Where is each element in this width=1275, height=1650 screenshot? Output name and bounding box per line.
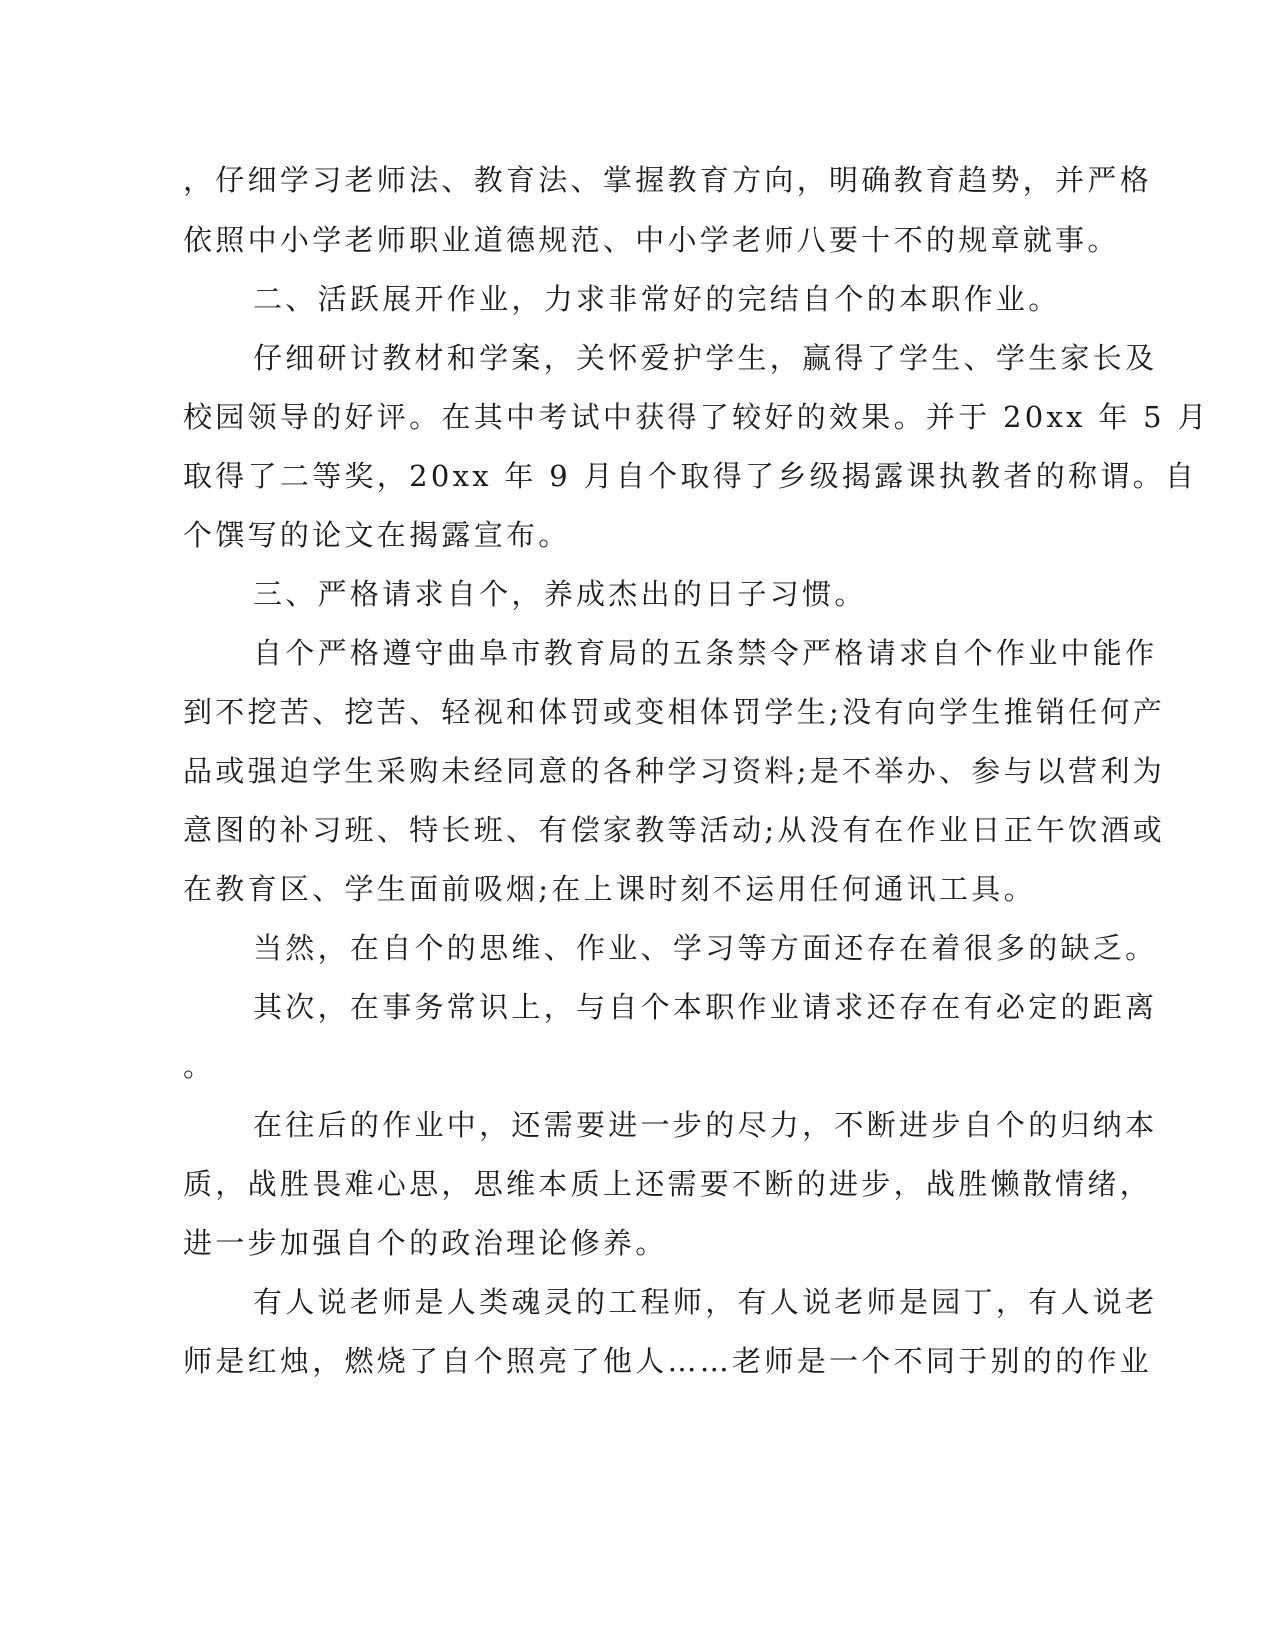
- text-line: 有人说老师是人类魂灵的工程师，有人说老师是园丁，有人说老: [253, 1285, 1158, 1319]
- text-line: 质，战胜畏难心思，思维本质上还需要不断的进步，战胜懒散情绪，: [183, 1167, 1153, 1201]
- text-line: 。: [183, 1049, 216, 1083]
- text-line: 在往后的作业中，还需要进一步的尽力，不断进步自个的归纳本: [253, 1108, 1158, 1142]
- text-line: 品或强迫学生采购未经同意的各种学习资料;是不举办、参与以营利为: [183, 754, 1166, 788]
- text-line: 依照中小学老师职业道德规范、中小学老师八要十不的规章就事。: [183, 223, 1120, 257]
- text-line: 校园领导的好评。在其中考试中获得了较好的效果。并于 20xx 年 5 月: [183, 400, 1210, 434]
- text-line: 到不挖苦、挖苦、轻视和体罚或变相体罚学生;没有向学生推销任何产: [183, 695, 1166, 729]
- text-line: 仔细研讨教材和学案，关怀爱护学生，赢得了学生、学生家长及: [253, 341, 1158, 375]
- text-line: 意图的补习班、特长班、有偿家教等活动;从没有在作业日正午饮酒或: [183, 813, 1166, 847]
- text-line: 个馔写的论文在揭露宣布。: [183, 518, 571, 552]
- text-line: ，仔细学习老师法、教育法、掌握教育方向，明确教育趋势，并严格: [183, 163, 1153, 197]
- text-line: 当然，在自个的思维、作业、学习等方面还存在着很多的缺乏。: [253, 931, 1158, 965]
- text-line: 取得了二等奖，20xx 年 9 月自个取得了乡级揭露课执教者的称谓。自: [183, 459, 1198, 493]
- section-heading: 二、活跃展开作业，力求非常好的完结自个的本职作业。: [253, 282, 1061, 316]
- text-line: 其次，在事务常识上，与自个本职作业请求还存在有必定的距离: [253, 990, 1158, 1024]
- section-heading: 三、严格请求自个，养成杰出的日子习惯。: [253, 577, 867, 611]
- text-line: 进一步加强自个的政治理论修养。: [183, 1226, 668, 1260]
- text-line: 在教育区、学生面前吸烟;在上课时刻不运用任何通讯工具。: [183, 872, 1036, 906]
- text-line: 自个严格遵守曲阜市教育局的五条禁令严格请求自个作业中能作: [253, 636, 1158, 670]
- text-line: 师是红烛，燃烧了自个照亮了他人……老师是一个不同于别的的作业: [183, 1344, 1153, 1378]
